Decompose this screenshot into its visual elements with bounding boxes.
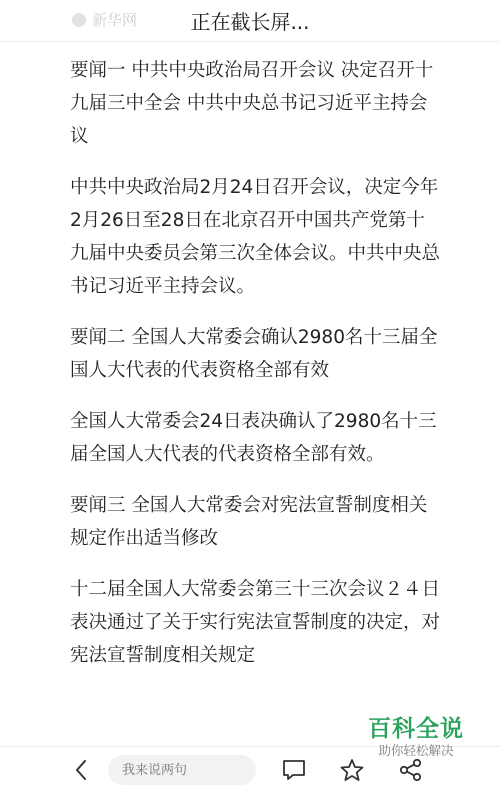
- paragraph-3: 十二届全国人大常委会第三十三次会议２４日表决通过了关于实行宪法宣誓制度的决定，对宪法宣誓制度相关规定: [70, 579, 441, 666]
- comment-button[interactable]: [281, 758, 307, 782]
- paragraph-2: 全国人大常委会24日表决确认了2980名十三届全国人大代表的代表资格全部有效。: [70, 411, 437, 465]
- star-icon: [339, 758, 365, 782]
- source-name: 新华网: [92, 11, 138, 29]
- headline-3: 要闻三 全国人大常委会对宪法宣誓制度相关规定作出适当修改: [70, 495, 428, 549]
- headline-2: 要闻二 全国人大常委会确认2980名十三届全国人大代表的代表资格全部有效: [70, 327, 438, 381]
- headline-1: 要闻一 中共中央政治局召开会议 决定召开十九届三中全会 中共中央总书记习近平主持会议: [70, 60, 434, 147]
- article-body: [70, 54, 442, 690]
- baike-watermark: [364, 716, 468, 766]
- paragraph-1: 中共中央政治局2月24日召开会议，决定今年2月26日至28日在北京召开中国共产党第十九届中央委员会第三次全体会议。中共中央总书记习近平主持会议。: [70, 177, 441, 297]
- status-bar: [0, 0, 500, 42]
- watermark-tagline: 助你轻松解决: [378, 743, 454, 758]
- favorite-button[interactable]: [339, 758, 365, 782]
- back-button[interactable]: [70, 758, 94, 782]
- back-icon: [70, 758, 94, 782]
- comment-icon: [281, 758, 307, 782]
- comment-input[interactable]: [108, 755, 256, 785]
- watermark-logo: 百科全说: [368, 716, 464, 742]
- screenshot-status-title: 正在截长屏...: [190, 10, 310, 34]
